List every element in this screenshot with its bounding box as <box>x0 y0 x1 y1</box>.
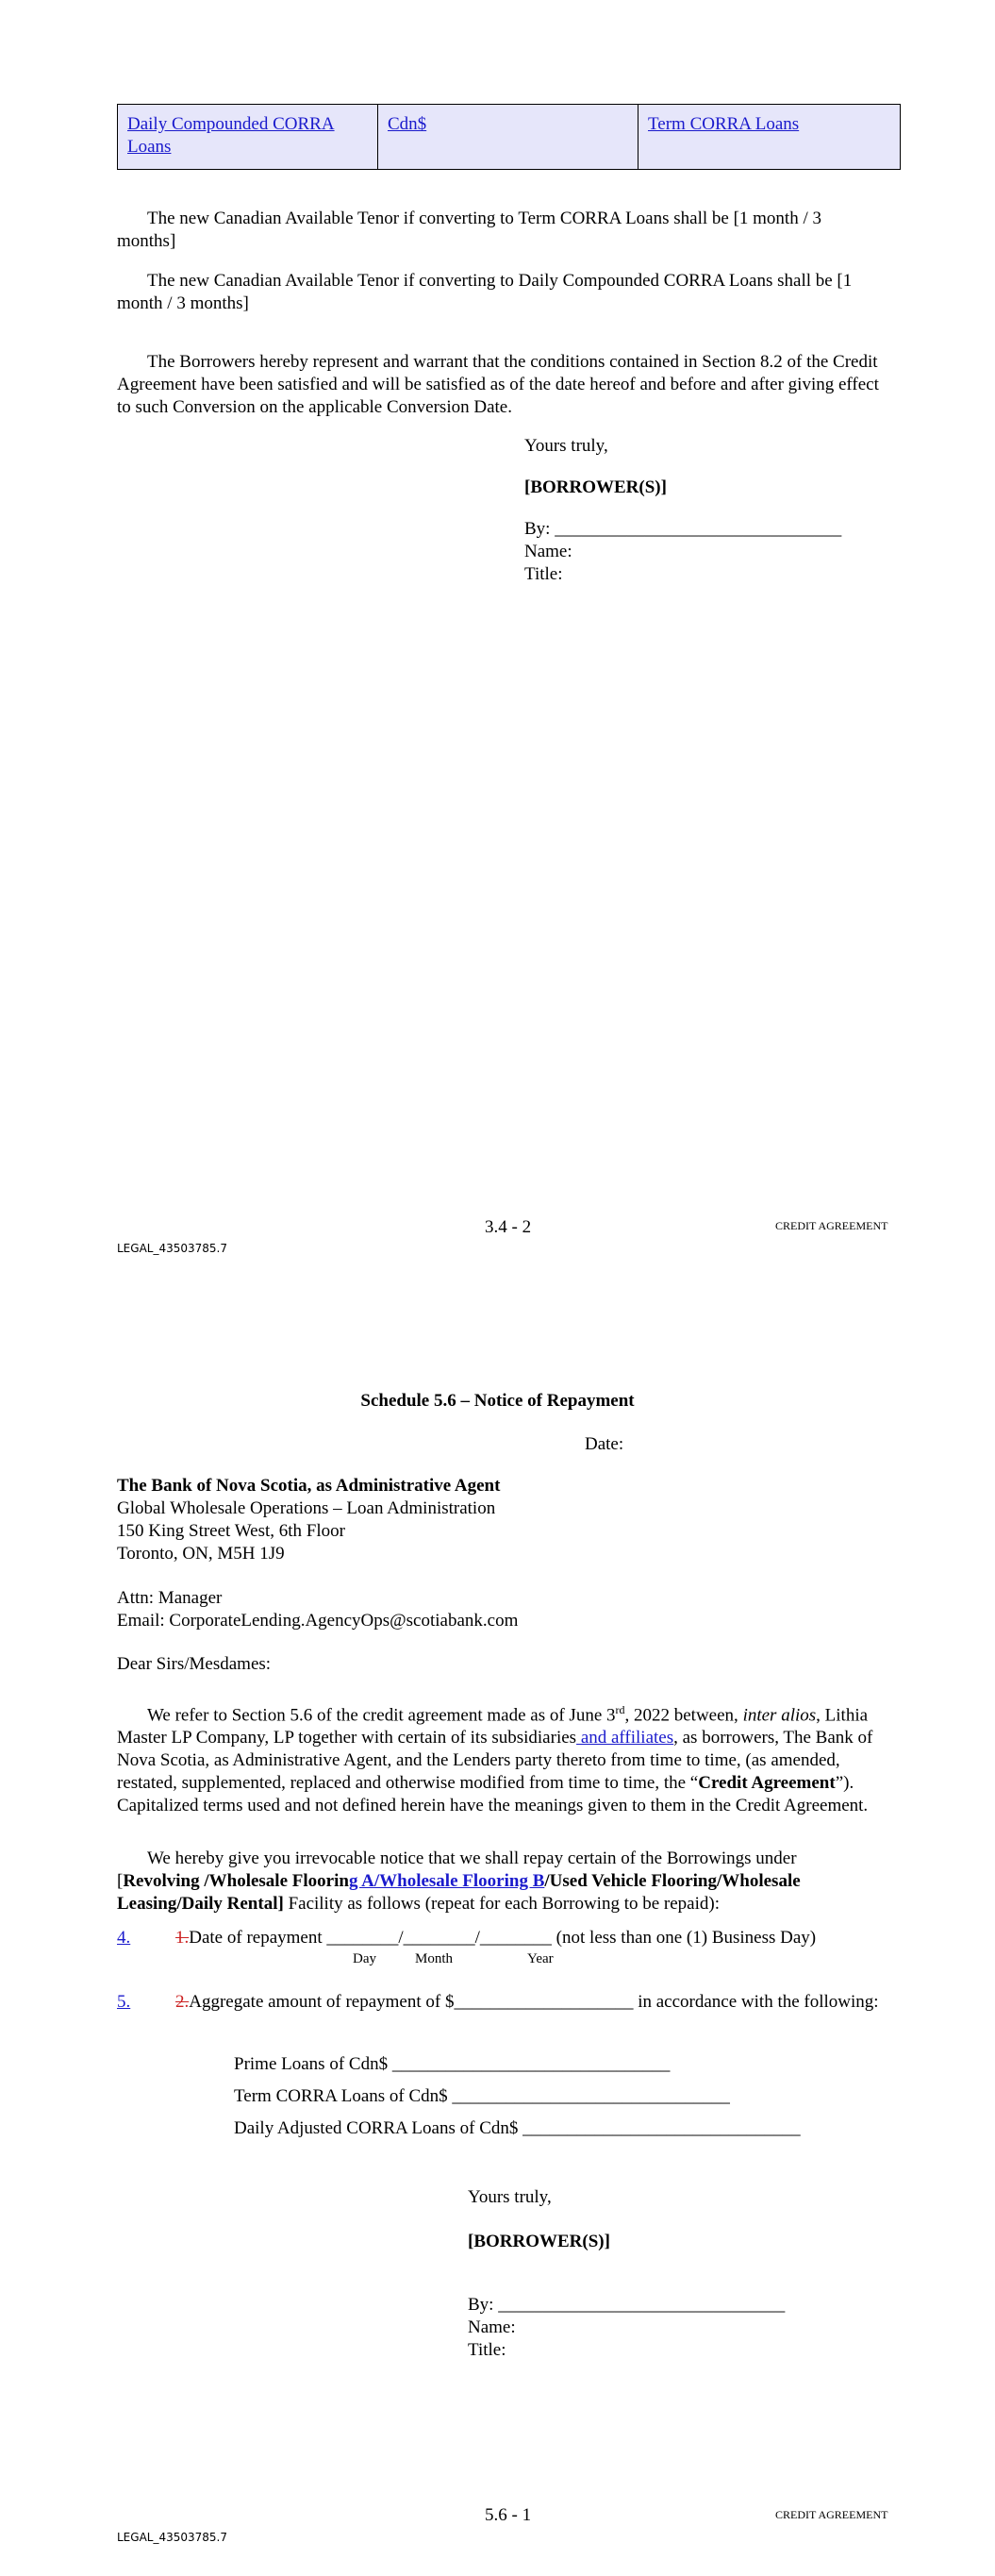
signature-name: Name: <box>468 2317 516 2337</box>
attention-line: Attn: Manager <box>117 1588 223 1608</box>
address-line: Toronto, ON, M5H 1J9 <box>117 1544 285 1564</box>
loan-line-term-corra: Term CORRA Loans of Cdn$ _______________________________ <box>234 2086 730 2106</box>
closing-yours-truly: Yours truly, <box>468 2187 552 2207</box>
date-caption-month: Month <box>415 1951 454 1966</box>
loan-line-daily-corra: Daily Adjusted CORRA Loans of Cdn$ _______________________________ <box>234 2118 801 2138</box>
reference-text: ”). Capitalized terms used and not defined herein have the meanings given to them in the Credit Agreement. <box>117 1773 869 1816</box>
date-caption-year: Year <box>527 1951 554 1966</box>
paragraph-representation: The Borrowers hereby represent and warrant that the conditions contained in Section 8.2 of the Credit Agreement have been satisfied and will be satisfied as of the date hereof and before and after giving effect to such Conversion on the applicable Conversion Date. <box>117 352 879 417</box>
item-number-deleted: 1. <box>175 1928 190 1948</box>
item-number-new: 5. <box>117 1992 131 2012</box>
signature-by-line: By: ________________________________ <box>524 519 842 539</box>
footer-credit-agreement: CREDIT AGREEMENT <box>775 2508 888 2521</box>
notice-text: Facility as follows (repeat for each Borrowing to be repaid): <box>283 1894 720 1914</box>
address-line: Global Wholesale Operations – Loan Administration <box>117 1498 496 1518</box>
borrower-label: [BORROWER(S)] <box>524 477 667 497</box>
closing-yours-truly: Yours truly, <box>524 436 608 456</box>
link-cdn[interactable]: Cdn$ <box>388 114 427 134</box>
address-block <box>117 1475 500 1565</box>
item-repayment-date <box>175 1927 892 1949</box>
paragraph-daily-tenor: The new Canadian Available Tenor if converting to Daily Compounded CORRA Loans shall be [1 month / 3 months] <box>117 271 853 313</box>
conversion-table <box>117 104 901 170</box>
table-cell-currency <box>378 105 638 170</box>
item-number-new: 4. <box>117 1928 131 1948</box>
defined-term-credit-agreement: Credit Agreement <box>698 1773 836 1794</box>
reference-text: , 2022 between, <box>624 1705 743 1726</box>
borrower-label: [BORROWER(S)] <box>468 2232 610 2251</box>
loan-line-prime: Prime Loans of Cdn$ _______________________________ <box>234 2054 671 2074</box>
link-daily-compounded-corra[interactable]: Daily Compounded CORRA Loans <box>127 114 335 157</box>
paragraph-reference <box>117 1698 881 1817</box>
footer-document-id: LEGAL_43503785.7 <box>117 2531 227 2544</box>
reference-italic: inter alios <box>742 1705 817 1726</box>
reference-text: , as borrowers, The Bank of Nova Scotia, as Administrative Agent, and the Lenders party thereto from time to time, (as amended, restated, supplemented, replaced and otherwise modified from time to time, the “ <box>117 1728 873 1794</box>
email-line: Email: CorporateLending.AgencyOps@scotiabank.com <box>117 1611 519 1631</box>
address-line: 150 King Street West, 6th Floor <box>117 1521 345 1541</box>
reference-superscript: rd <box>615 1703 625 1716</box>
repayment-amount-text: Aggregate amount of repayment of $____________________ in accordance with the following: <box>189 1992 879 2012</box>
reference-text: We refer to Section 5.6 of the credit agreement made as of June 3 <box>147 1705 616 1726</box>
link-term-corra[interactable]: Term CORRA Loans <box>648 114 800 134</box>
date-label: Date: <box>585 1434 624 1454</box>
table-cell-daily-corra <box>118 105 378 170</box>
signature-name: Name: <box>524 542 572 561</box>
facility-name: Revolving /Wholesale Floorin <box>123 1871 349 1891</box>
footer-document-id: LEGAL_43503785.7 <box>117 1242 227 1255</box>
inserted-text-flooring: g A/Wholesale Flooring B <box>348 1871 545 1891</box>
inserted-text-affiliates: and affiliates <box>576 1728 674 1748</box>
signature-title: Title: <box>468 2340 506 2360</box>
notice-text: We hereby give you irrevocable notice that we shall repay certain of the Borrowings under [ <box>117 1848 797 1891</box>
paragraph-term-tenor: The new Canadian Available Tenor if converting to Term CORRA Loans shall be [1 month / 3 months] <box>117 209 821 251</box>
repayment-date-text: Date of repayment ________/________/________ (not less than one (1) Business Day) <box>189 1928 817 1948</box>
item-number-deleted: 2. <box>175 1992 190 2012</box>
addressee: The Bank of Nova Scotia, as Administrative Agent <box>117 1476 501 1496</box>
table-cell-term-corra <box>638 105 901 170</box>
page-title: Schedule 5.6 – Notice of Repayment <box>360 1391 635 1411</box>
paragraph-notice <box>117 1848 881 1915</box>
page-number: 5.6 - 1 <box>485 2505 532 2525</box>
footer-credit-agreement: CREDIT AGREEMENT <box>775 1219 888 1232</box>
facility-name: /Used Vehicle Flooring/Wholesale Leasing/Daily Rental] <box>117 1871 801 1914</box>
page-number: 3.4 - 2 <box>485 1217 532 1237</box>
salutation: Dear Sirs/Mesdames: <box>117 1654 272 1674</box>
signature-by-line: By: ________________________________ <box>468 2295 786 2315</box>
item-repayment-amount <box>175 1991 892 2014</box>
signature-title: Title: <box>524 564 563 584</box>
reference-text: , Lithia Master LP Company, LP together with certain of its subsidiaries <box>117 1705 869 1748</box>
date-caption-day: Day <box>353 1951 376 1966</box>
